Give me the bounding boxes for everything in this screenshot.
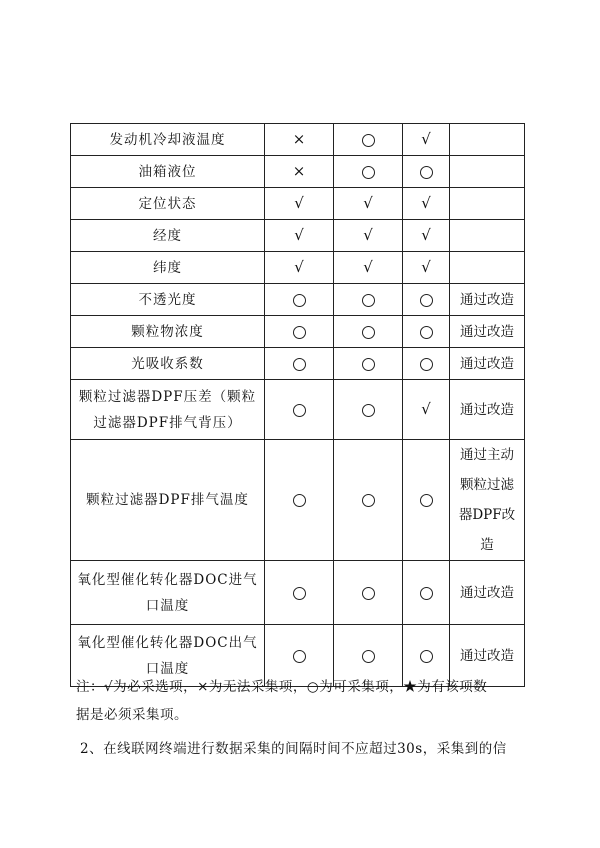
mark-cell	[334, 380, 403, 440]
table-row	[71, 124, 525, 156]
table-row	[71, 188, 525, 220]
mark-cell	[334, 124, 403, 156]
check-mark-icon: √	[421, 226, 431, 244]
mark-cell	[403, 188, 450, 220]
mark-cell	[403, 220, 450, 252]
mark-cell	[334, 316, 403, 348]
row-note	[450, 252, 525, 284]
optional-circle-icon	[420, 326, 433, 339]
mark-cell	[334, 284, 403, 316]
row-note	[450, 124, 525, 156]
row-note	[450, 188, 525, 220]
table-row	[71, 156, 525, 188]
row-name: 氧化型催化转化器DOC进气口温度	[71, 561, 265, 625]
table-row	[71, 348, 525, 380]
table-row	[71, 316, 525, 348]
mark-cell	[334, 440, 403, 561]
optional-circle-icon	[362, 587, 375, 600]
optional-circle-icon	[362, 166, 375, 179]
row-note: 通过改造	[450, 380, 525, 440]
row-note: 通过改造	[450, 316, 525, 348]
optional-circle-icon	[362, 404, 375, 417]
mark-cell	[265, 316, 334, 348]
row-name: 油箱液位	[71, 156, 265, 188]
mark-cell	[265, 380, 334, 440]
mark-cell	[265, 252, 334, 284]
row-note: 通过改造	[450, 625, 525, 687]
optional-circle-icon	[293, 587, 306, 600]
optional-circle-icon	[362, 134, 375, 147]
optional-circle-icon	[420, 166, 433, 179]
mark-cell	[265, 156, 334, 188]
row-note: 通过改造	[450, 561, 525, 625]
row-note: 通过改造	[450, 348, 525, 380]
optional-circle-icon	[362, 294, 375, 307]
mark-cell	[334, 156, 403, 188]
mark-cell	[334, 188, 403, 220]
mark-cell	[265, 220, 334, 252]
mark-cell	[334, 220, 403, 252]
mark-cell	[334, 252, 403, 284]
optional-circle-icon	[420, 587, 433, 600]
table-footnote	[76, 673, 528, 729]
mark-cell	[334, 348, 403, 380]
row-name: 发动机冷却液温度	[71, 124, 265, 156]
row-name: 颗粒过滤器DPF排气温度	[71, 440, 265, 561]
mark-cell	[403, 440, 450, 561]
table-row	[71, 252, 525, 284]
row-note	[450, 156, 525, 188]
table-row	[71, 380, 525, 440]
cross-mark-icon: ×	[292, 162, 306, 180]
check-mark-icon: √	[421, 130, 431, 148]
mark-cell	[265, 348, 334, 380]
table-row	[71, 440, 525, 561]
optional-circle-icon	[293, 650, 306, 663]
mark-cell	[265, 188, 334, 220]
mark-cell	[403, 380, 450, 440]
mark-cell	[403, 284, 450, 316]
optional-circle-icon	[293, 326, 306, 339]
footnote-line: 注：√为必采选项，×为无法采集项，○为可采集项，★为有该项数	[76, 679, 488, 695]
optional-circle-icon	[362, 494, 375, 507]
mark-cell	[334, 561, 403, 625]
cross-mark-icon: ×	[292, 130, 306, 148]
row-name: 经度	[71, 220, 265, 252]
optional-circle-icon	[420, 358, 433, 371]
table-row	[71, 561, 525, 625]
optional-circle-icon	[420, 294, 433, 307]
row-name: 定位状态	[71, 188, 265, 220]
mark-cell	[403, 316, 450, 348]
optional-circle-icon	[293, 404, 306, 417]
table-row	[71, 220, 525, 252]
mark-cell	[403, 124, 450, 156]
row-name: 颗粒物浓度	[71, 316, 265, 348]
data-collection-table	[70, 123, 525, 687]
optional-circle-icon	[293, 294, 306, 307]
optional-circle-icon	[362, 650, 375, 663]
optional-circle-icon	[420, 494, 433, 507]
optional-circle-icon	[293, 494, 306, 507]
check-mark-icon: √	[363, 194, 373, 212]
mark-cell	[265, 284, 334, 316]
mark-cell	[265, 561, 334, 625]
check-mark-icon: √	[421, 258, 431, 276]
check-mark-icon: √	[294, 194, 304, 212]
check-mark-icon: √	[294, 226, 304, 244]
mark-cell	[265, 440, 334, 561]
row-name: 不透光度	[71, 284, 265, 316]
row-note: 通过改造	[450, 284, 525, 316]
mark-cell	[403, 348, 450, 380]
mark-cell	[403, 156, 450, 188]
row-note: 通过主动颗粒过滤器DPF改造	[450, 440, 525, 561]
check-mark-icon: √	[294, 258, 304, 276]
optional-circle-icon	[420, 650, 433, 663]
row-name: 颗粒过滤器DPF压差（颗粒过滤器DPF排气背压）	[71, 380, 265, 440]
mark-cell	[265, 124, 334, 156]
row-name: 氧化型催化转化器DOC出气口温度	[71, 625, 265, 687]
row-note	[450, 220, 525, 252]
mark-cell	[403, 252, 450, 284]
check-mark-icon: √	[363, 226, 373, 244]
row-name: 纬度	[71, 252, 265, 284]
table-row	[71, 284, 525, 316]
optional-circle-icon	[293, 358, 306, 371]
check-mark-icon: √	[421, 194, 431, 212]
mark-cell	[403, 561, 450, 625]
optional-circle-icon	[362, 326, 375, 339]
check-mark-icon: √	[421, 400, 431, 418]
check-mark-icon: √	[363, 258, 373, 276]
row-name: 光吸收系数	[71, 348, 265, 380]
body-paragraph: 2、在线联网终端进行数据采集的间隔时间不应超过30s，采集到的信	[80, 741, 507, 757]
footnote-line: 据是必须采集项。	[76, 707, 188, 723]
optional-circle-icon	[362, 358, 375, 371]
